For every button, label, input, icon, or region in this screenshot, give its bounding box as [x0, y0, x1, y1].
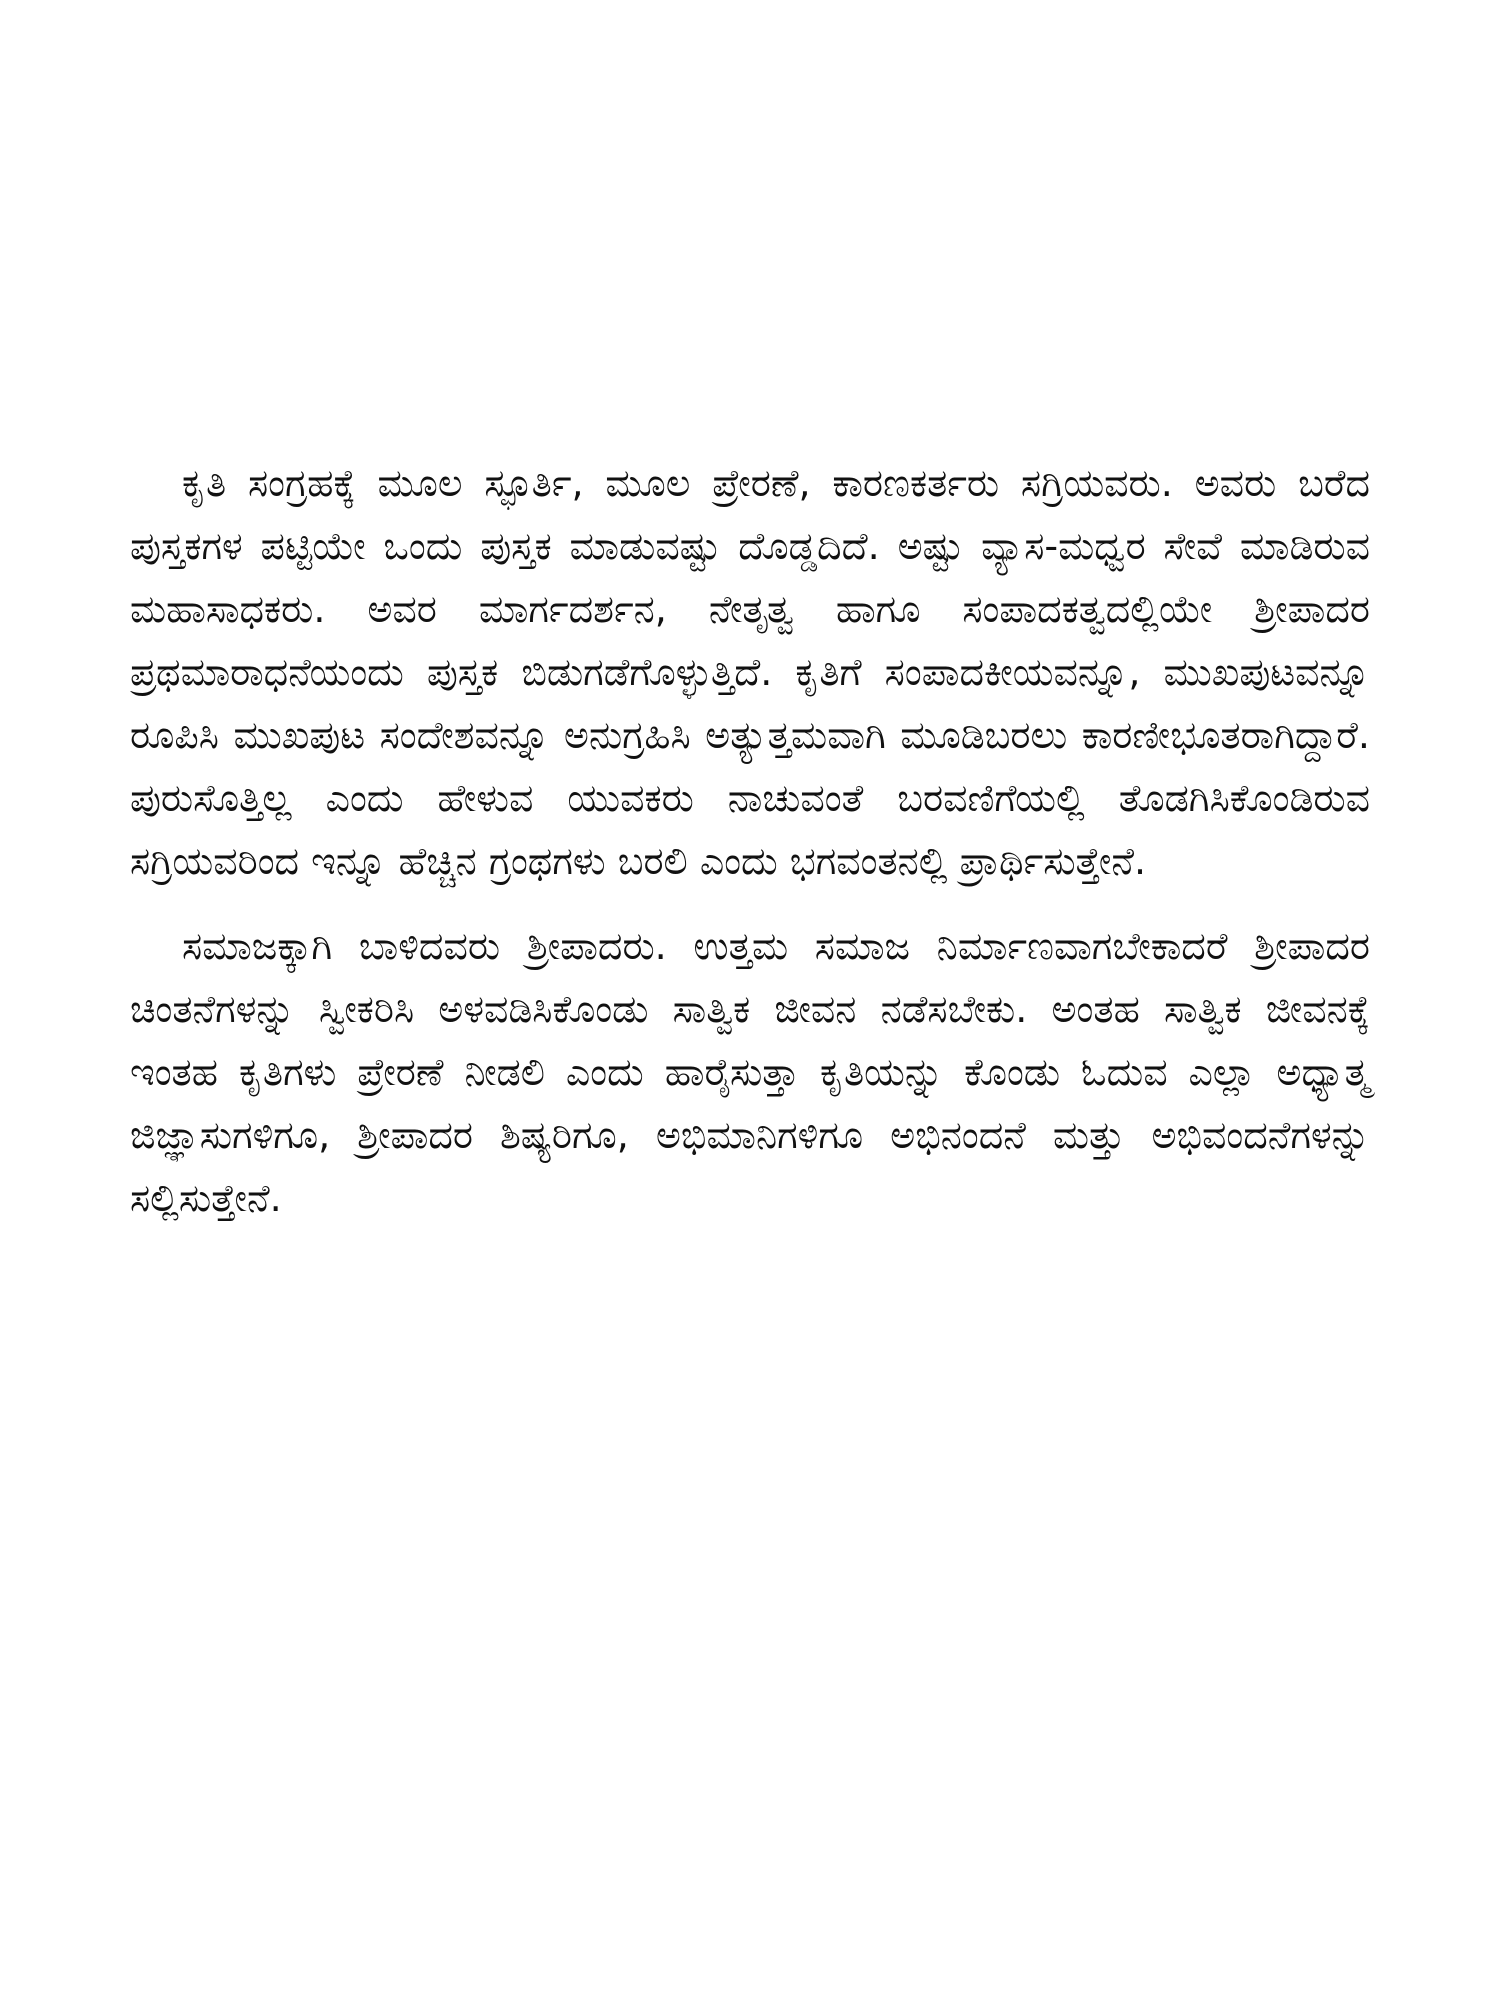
body-text	[130, 452, 1370, 1230]
paragraph-1: ಕೃತಿ ಸಂಗ್ರಹಕ್ಕೆ ಮೂಲ ಸ್ಫೂರ್ತಿ, ಮೂಲ ಪ್ರೇರಣೆ, ಕಾರಣಕರ್ತರು ಸಗ್ರಿಯವರು. ಅವರು ಬರೆದ ಪುಸ್ತಕಗಳ ಪಟ್ಟಿಯೇ ಒಂದು ಪುಸ್ತಕ ಮಾಡುವಷ್ಟು ದೊಡ್ಡದಿದೆ. ಅಷ್ಟು ವ್ಯಾಸ-ಮಧ್ವರ ಸೇವೆ ಮಾಡಿರುವ ಮಹಾಸಾಧಕರು. ಅವರ ಮಾರ್ಗದರ್ಶನ, ನೇತೃತ್ವ ಹಾಗೂ ಸಂಪಾದಕತ್ವದಲ್ಲಿಯೇ ಶ್ರೀಪಾದರ ಪ್ರಥಮಾರಾಧನೆಯಂದು ಪುಸ್ತಕ ಬಿಡುಗಡೆಗೊಳ್ಳುತ್ತಿದೆ. ಕೃತಿಗೆ ಸಂಪಾದಕೀಯವನ್ನೂ, ಮುಖಪುಟವನ್ನೂ ರೂಪಿಸಿ ಮುಖಪುಟ ಸಂದೇಶವನ್ನೂ ಅನುಗ್ರಹಿಸಿ ಅತ್ಯುತ್ತಮವಾಗಿ ಮೂಡಿಬರಲು ಕಾರಣೀಭೂತರಾಗಿದ್ದಾರೆ. ಪುರುಸೊತ್ತಿಲ್ಲ ಎಂದು ಹೇಳುವ ಯುವಕರು ನಾಚುವಂತೆ ಬರವಣಿಗೆಯಲ್ಲಿ ತೊಡಗಿಸಿಕೊಂಡಿರುವ ಸಗ್ರಿಯವರಿಂದ ಇನ್ನೂ ಹೆಚ್ಚಿನ ಗ್ರಂಥಗಳು ಬರಲಿ ಎಂದು ಭಗವಂತನಲ್ಲಿ ಪ್ರಾರ್ಥಿಸುತ್ತೇನೆ.	[130, 461, 1370, 883]
paragraph-2: ಸಮಾಜಕ್ಕಾಗಿ ಬಾಳಿದವರು ಶ್ರೀಪಾದರು. ಉತ್ತಮ ಸಮಾಜ ನಿರ್ಮಾಣವಾಗಬೇಕಾದರೆ ಶ್ರೀಪಾದರ ಚಿಂತನೆಗಳನ್ನು ಸ್ವೀಕರಿಸಿ ಅಳವಡಿಸಿಕೊಂಡು ಸಾತ್ವಿಕ ಜೀವನ ನಡೆಸಬೇಕು. ಅಂತಹ ಸಾತ್ವಿಕ ಜೀವನಕ್ಕೆ ಇಂತಹ ಕೃತಿಗಳು ಪ್ರೇರಣೆ ನೀಡಲಿ ಎಂದು ಹಾರೈಸುತ್ತಾ ಕೃತಿಯನ್ನು ಕೊಂಡು ಓದುವ ಎಲ್ಲಾ ಅಧ್ಯಾತ್ಮ ಜಿಜ್ಞಾಸುಗಳಿಗೂ, ಶ್ರೀಪಾದರ ಶಿಷ್ಯರಿಗೂ, ಅಭಿಮಾನಿಗಳಿಗೂ ಅಭಿನಂದನೆ ಮತ್ತು ಅಭಿವಂದನೆಗಳನ್ನು ಸಲ್ಲಿಸುತ್ತೇನೆ.	[130, 924, 1370, 1220]
